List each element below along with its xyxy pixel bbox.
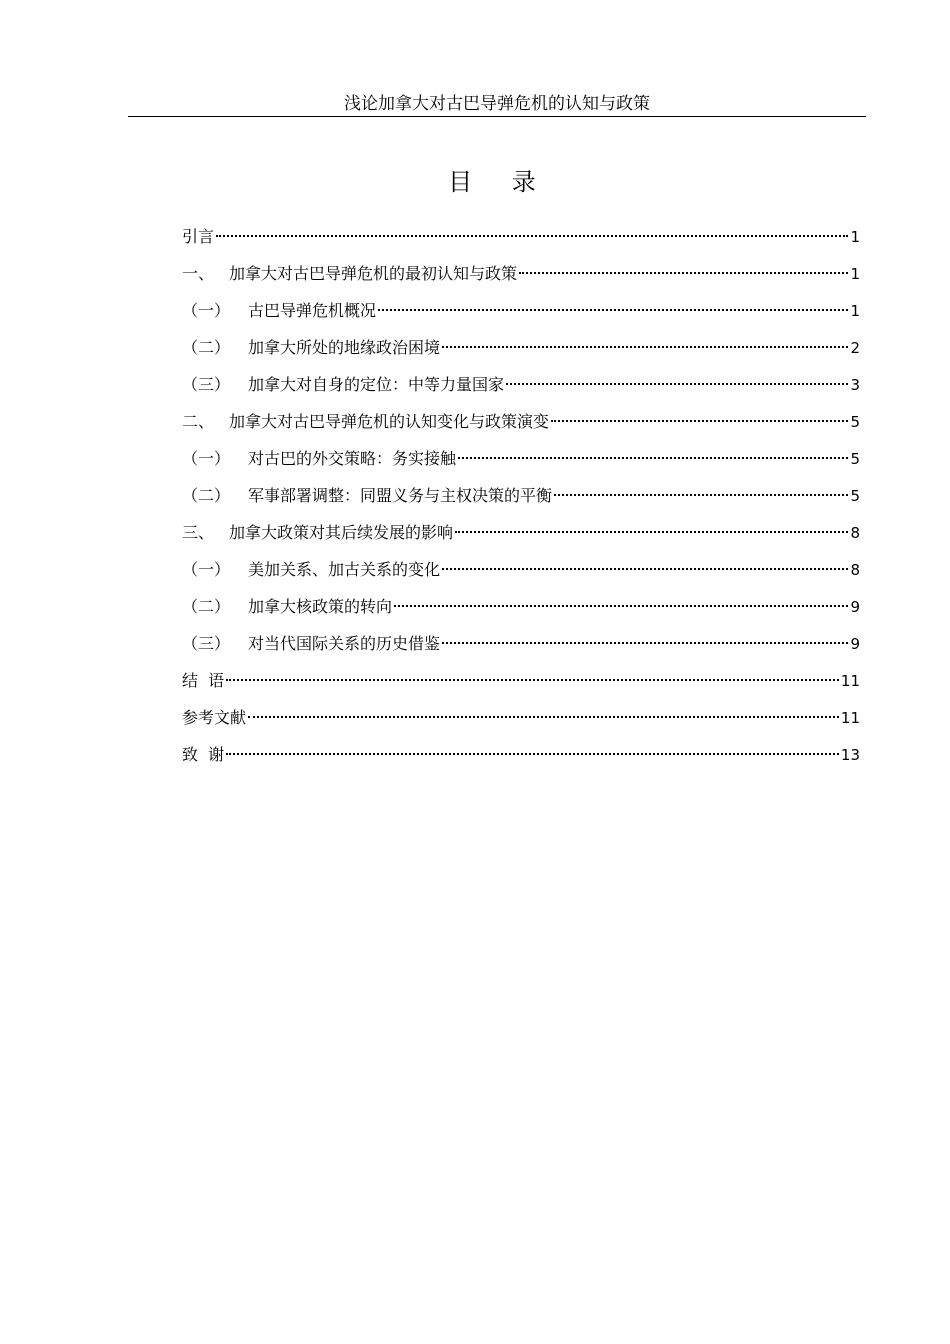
dot-leader (442, 642, 848, 644)
toc-entry-page: 5 (850, 487, 860, 505)
toc-entry-label: 加拿大对古巴导弹危机的最初认知与政策 (229, 264, 518, 283)
dot-leader (442, 346, 848, 348)
dot-leader (442, 568, 848, 570)
toc-entry-label: 加拿大对自身的定位：中等力量国家 (248, 375, 505, 394)
toc-entry-label: 结 语 (182, 671, 225, 690)
dot-leader (458, 457, 848, 459)
toc-entry-number: 一、 (182, 264, 215, 283)
running-header: 浅论加拿大对古巴导弹危机的认知与政策 (128, 92, 866, 117)
toc-entry-page: 3 (850, 376, 860, 394)
dot-leader (519, 272, 848, 274)
toc-entry-number: （一） (182, 560, 231, 579)
dot-leader (248, 716, 839, 718)
table-of-contents (182, 222, 860, 777)
toc-entry-page: 1 (850, 265, 860, 283)
toc-entry-section-3-1[interactable] (182, 555, 860, 592)
toc-entry-label: 对当代国际关系的历史借鉴 (248, 634, 441, 653)
toc-entry-page: 11 (840, 709, 860, 727)
toc-entry-page: 1 (850, 302, 860, 320)
toc-entry-page: 13 (840, 746, 860, 764)
toc-entry-page: 8 (850, 561, 860, 579)
toc-entry-label: 加拿大对古巴导弹危机的认知变化与政策演变 (229, 412, 550, 431)
toc-entry-chapter-3[interactable] (182, 518, 860, 555)
toc-entry-label: 对古巴的外交策略：务实接触 (248, 449, 457, 468)
toc-entry-number: （二） (182, 338, 231, 357)
dot-leader (394, 605, 848, 607)
toc-entry-number: （三） (182, 634, 231, 653)
toc-entry-section-3-2[interactable] (182, 592, 860, 629)
dot-leader (506, 383, 848, 385)
toc-entry-page: 9 (850, 635, 860, 653)
toc-entry-number: （二） (182, 597, 231, 616)
toc-entry-label: 引言 (182, 227, 215, 246)
dot-leader (216, 235, 848, 237)
toc-entry-section-2-1[interactable] (182, 444, 860, 481)
toc-entry-chapter-2[interactable] (182, 407, 860, 444)
toc-entry-label: 军事部署调整：同盟义务与主权决策的平衡 (248, 486, 553, 505)
toc-entry-section-1-2[interactable] (182, 333, 860, 370)
toc-entry-label: 加拿大政策对其后续发展的影响 (229, 523, 454, 542)
dot-leader (226, 679, 839, 681)
toc-entry-number: 三、 (182, 523, 215, 542)
toc-entry-label: 致 谢 (182, 745, 225, 764)
toc-entry-number: （一） (182, 301, 231, 320)
toc-entry-page: 5 (850, 413, 860, 431)
toc-entry-references[interactable] (182, 703, 860, 740)
toc-entry-page: 11 (840, 672, 860, 690)
toc-entry-page: 5 (850, 450, 860, 468)
toc-entry-intro[interactable] (182, 222, 860, 259)
toc-entry-label: 参考文献 (182, 708, 247, 727)
toc-entry-number: （一） (182, 449, 231, 468)
toc-entry-section-1-1[interactable] (182, 296, 860, 333)
toc-entry-section-2-2[interactable] (182, 481, 860, 518)
dot-leader (226, 753, 839, 755)
toc-entry-label: 古巴导弹危机概况 (248, 301, 377, 320)
toc-entry-section-3-3[interactable] (182, 629, 860, 666)
toc-entry-page: 1 (850, 228, 860, 246)
toc-entry-page: 2 (850, 339, 860, 357)
toc-entry-page: 9 (850, 598, 860, 616)
toc-entry-conclusion[interactable] (182, 666, 860, 703)
toc-entry-label: 加拿大所处的地缘政治困境 (248, 338, 441, 357)
toc-entry-acknowledgements[interactable] (182, 740, 860, 777)
toc-entry-number: 二、 (182, 412, 215, 431)
dot-leader (455, 531, 848, 533)
toc-entry-section-1-3[interactable] (182, 370, 860, 407)
toc-entry-chapter-1[interactable] (182, 259, 860, 296)
toc-entry-label: 美加关系、加古关系的变化 (248, 560, 441, 579)
dot-leader (551, 420, 848, 422)
toc-entry-page: 8 (850, 524, 860, 542)
toc-entry-number: （三） (182, 375, 231, 394)
dot-leader (554, 494, 848, 496)
dot-leader (378, 309, 848, 311)
toc-title: 目 录 (448, 168, 552, 196)
toc-entry-label: 加拿大核政策的转向 (248, 597, 393, 616)
toc-entry-number: （二） (182, 486, 231, 505)
